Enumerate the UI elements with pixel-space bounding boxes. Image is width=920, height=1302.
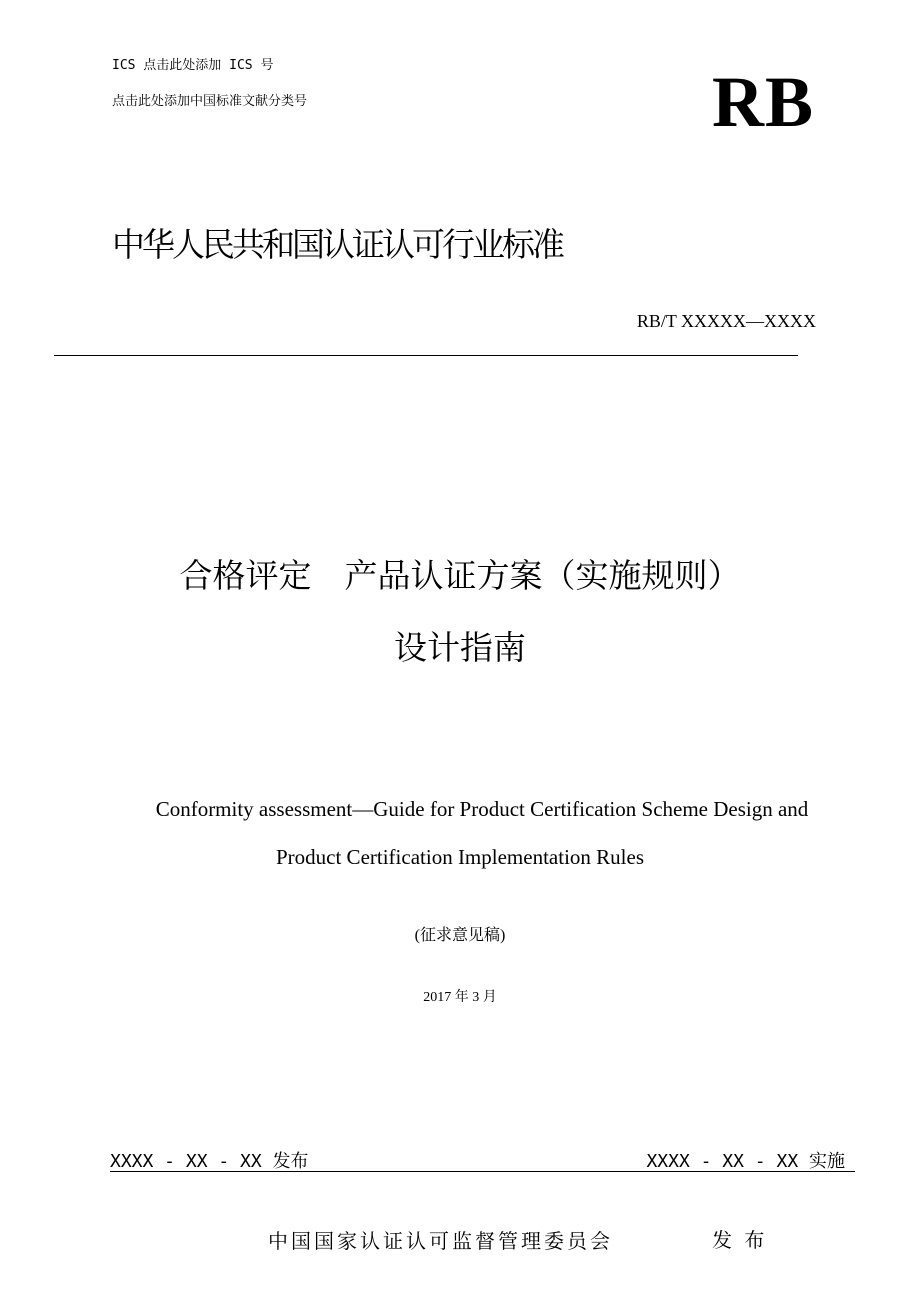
footer-divider bbox=[110, 1171, 855, 1172]
document-title-en-line1: Conformity assessment—Guide for Product Certification Scheme Design and bbox=[155, 797, 809, 821]
publish-date: XXXX - XX - XX 发布 bbox=[110, 1151, 309, 1172]
header-divider bbox=[54, 355, 798, 356]
draft-date: 2017 年 3 月 bbox=[423, 990, 497, 1005]
industry-standard-title: 中华人民共和国认证认可行业标准 bbox=[112, 225, 562, 264]
implement-date: XXXX - XX - XX 实施 bbox=[646, 1151, 845, 1172]
document-title-cn-line1: 合格评定 产品认证方案（实施规则） bbox=[179, 556, 741, 595]
draft-status: (征求意见稿) bbox=[414, 927, 506, 944]
ics-number-line: ICS 点击此处添加 ICS 号 bbox=[112, 58, 274, 73]
issue-label: 发 布 bbox=[712, 1228, 768, 1252]
document-title-cn-line2: 设计指南 bbox=[394, 628, 526, 667]
document-title-en-line2: Product Certification Implementation Rules bbox=[275, 845, 644, 869]
standard-number: RB/T XXXXX—XXXX bbox=[636, 311, 816, 331]
clc-number-line: 点击此处添加中国标准文献分类号 bbox=[112, 94, 308, 109]
issuing-authority: 中国国家认证认可监督管理委员会 bbox=[268, 1229, 613, 1253]
rb-logo: RB bbox=[712, 62, 815, 142]
